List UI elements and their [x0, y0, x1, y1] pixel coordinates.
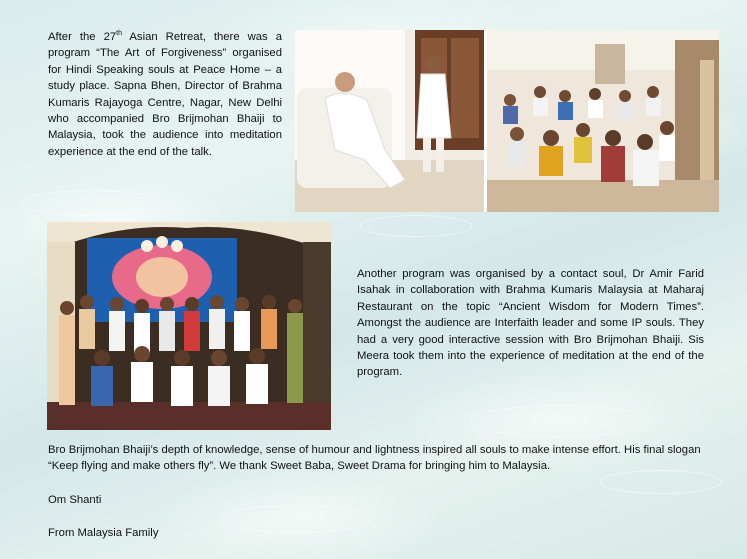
superscript-th: th: [116, 30, 122, 38]
closing-greeting: Om Shanti: [48, 494, 102, 506]
paragraph-closing-thanks: Bro Brijmohan Bhaiji’s depth of knowledge, sense of humour and lightness inspired all souls to make intense effort. His final slogan “Keep flying and make others fly”. We thank Sweet Baba, Sweet Drama for bringing him to Malaysia.: [48, 444, 701, 473]
paragraph-peace-home: [48, 29, 282, 160]
photo-maharaj-restaurant-group: [47, 222, 331, 430]
photo-peace-home-meditation: [295, 30, 719, 212]
paragraph-maharaj-restaurant: Another program was organised by a contact soul, Dr Amir Farid Isahak in collaboration with Brahma Kumaris Malaysia at Maharaj Restaurant on the topic “Ancient Wisdom for Modern Times”. Amongst the audience are Interfaith leader and some IP souls. They had a very good interactive session with Bro Brijmohan Bhaiji. Sis Meera took them into the experience of meditation at the end of the program.: [357, 268, 704, 379]
paragraph-peace-home-text-1: After the 27: [48, 31, 117, 43]
paragraph-peace-home-text-2: Asian Retreat, there was a program “The Art of Forgiveness” organised for Hindi Speaking souls at Peace Home – a study place. Sapna Bhen, Director of Brahma Kumaris Rajayoga Centre, Nagar, New Delhi who accompanied Bro Brijmohan Bhaiji to Malaysia, took the audience into meditation experience at the end of the talk.: [48, 31, 282, 158]
signature: From Malaysia Family: [48, 527, 159, 539]
